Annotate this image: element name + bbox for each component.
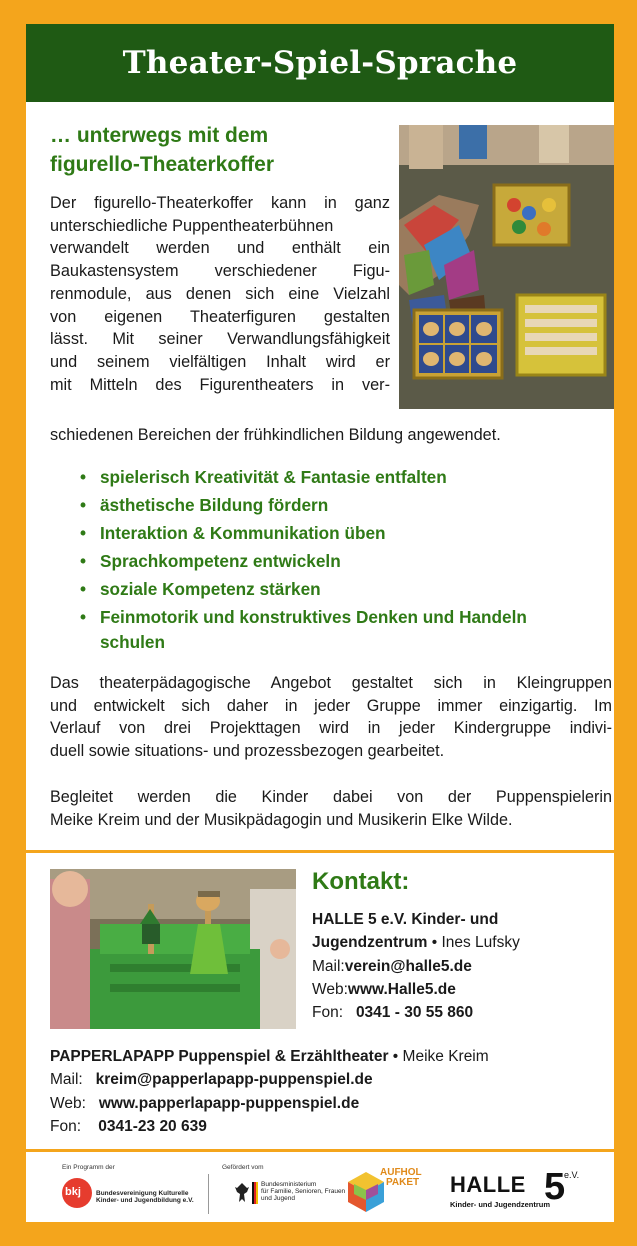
puppet-stage-photo	[50, 869, 296, 1029]
bkj-mark-icon: bkj	[62, 1178, 92, 1208]
bullet-icon: •	[80, 467, 87, 487]
intro-line: Baukastensystem verschiedener Figu-	[50, 262, 390, 281]
divider	[26, 1149, 614, 1152]
contact-person: • Meike Kreim	[388, 1048, 489, 1065]
list-item-text: soziale Kompetenz stärken	[100, 579, 321, 599]
intro-line: mit Mitteln des Figurentheaters in ver-	[50, 375, 390, 394]
funded-label: Gefördert vom	[222, 1164, 264, 1171]
contact-mail-row	[50, 1068, 610, 1091]
intro-tail: schiedenen Bereichen der frühkindlichen Bildung angewendet.	[50, 426, 501, 444]
intro-line: verwandelt werden und enthält ein	[50, 239, 390, 258]
ministry-line: für Familie, Senioren, Frauen	[261, 1188, 346, 1196]
halle5-numeral: 5	[544, 1166, 566, 1208]
aufholpaket-text	[380, 1168, 422, 1188]
list-item	[80, 465, 590, 490]
web-label: Web:	[50, 1094, 99, 1112]
halle5-subtitle: Kinder- und Jugendzentrum	[450, 1200, 550, 1209]
contact-web-row	[50, 1092, 610, 1115]
list-item	[80, 521, 590, 546]
org-name-line: HALLE 5 e.V. Kinder- und	[312, 911, 499, 928]
list-item-text: ästhetische Bildung fördern	[100, 495, 329, 515]
phone-label: Fon:	[50, 1117, 99, 1135]
phone-label: Fon:	[312, 1004, 356, 1022]
bullet-icon: •	[80, 551, 87, 571]
org-name: PAPPERLAPAPP Puppenspiel & Erzähltheater	[50, 1048, 389, 1065]
theater-kit-photo	[399, 125, 614, 409]
mail-link[interactable]: kreim@papperlapapp-puppenspiel.de	[95, 1071, 373, 1089]
contact-phone-row	[50, 1115, 610, 1138]
list-item-text: Sprachkompetenz entwickeln	[100, 551, 341, 571]
divider	[208, 1174, 209, 1214]
org-name: Jugendzentrum	[312, 934, 428, 952]
section-subheading	[50, 121, 380, 179]
paragraph-line: Das theaterpädagogische Angebot gestaltet sich in Kleingruppen	[50, 674, 612, 692]
web-label: Web:	[312, 980, 348, 998]
contact-web-row	[312, 978, 612, 1001]
flyer-card	[26, 24, 614, 1222]
list-item	[80, 605, 590, 655]
phone-number: 0341 - 30 55 860	[355, 1004, 474, 1022]
ministry-line: Bundesministerium	[261, 1181, 317, 1188]
bkj-line: Kinder- und Jugendbildung e.V.	[96, 1197, 194, 1204]
mail-label: Mail:	[50, 1071, 96, 1089]
halle5-wordmark: HALLE	[450, 1172, 526, 1197]
intro-line: Der figurello-Theaterkoffer kann in ganz	[50, 194, 390, 212]
phone-number: 0341-23 20 639	[98, 1117, 207, 1135]
intro-line: unterschiedliche Puppentheaterbühnen	[50, 216, 334, 235]
org-name-line-2	[312, 931, 612, 954]
list-item-text: spielerisch Kreativität & Fantasie entfalten	[100, 467, 447, 487]
contact-mail-row	[312, 955, 612, 978]
contact-org-halle5	[312, 908, 612, 1024]
aufhol-line: AUFHOL	[380, 1167, 422, 1178]
halle5-logo	[450, 1166, 580, 1216]
intro-line: von eigenen Theaterfiguren gestalten	[50, 307, 390, 326]
bullet-icon: •	[80, 523, 87, 543]
halle5-ev: e.V.	[564, 1170, 580, 1180]
contact-phone-row	[312, 1001, 612, 1024]
ministry-line: und Jugend	[261, 1195, 295, 1203]
contact-person: • Ines Lufsky	[427, 934, 520, 952]
bullet-icon: •	[80, 495, 87, 515]
flag-gold	[256, 1182, 258, 1204]
bkj-logo	[62, 1164, 115, 1171]
paragraph-line: Verlauf von drei Projekttagen wird in jeder Kindergruppe indivi-	[50, 719, 612, 738]
list-item	[80, 549, 590, 574]
eagle-icon	[234, 1182, 250, 1204]
paragraph-line: Begleitet werden die Kinder dabei von der Puppenspielerin	[50, 788, 612, 806]
team-paragraph	[50, 786, 612, 831]
program-label: Ein Programm der	[62, 1164, 115, 1171]
bkj-text	[96, 1190, 194, 1204]
bkj-line: Bundesvereinigung Kulturelle	[96, 1190, 189, 1197]
web-link[interactable]: www.papperlapapp-puppenspiel.de	[98, 1094, 360, 1112]
contact-org-papperlapapp	[50, 1045, 610, 1138]
sponsor-logos	[26, 1154, 614, 1222]
contact-title: Kontakt:	[312, 868, 410, 895]
org-name-line	[50, 1045, 610, 1068]
ministry-text	[261, 1181, 345, 1203]
benefit-list	[80, 465, 590, 658]
paragraph-line: duell sowie situations- und prozessbezogen gearbeitet.	[50, 741, 445, 760]
intro-line: lässt. Mit seiner Verwandlungsfähigkeit	[50, 330, 390, 349]
mail-label: Mail:	[312, 957, 345, 975]
project-paragraph	[50, 672, 612, 762]
subheading-line: … unterwegs mit dem	[50, 124, 269, 147]
list-item	[80, 493, 590, 518]
bullet-icon: •	[80, 607, 87, 627]
list-item-text: Feinmotorik und konstruktives Denken und Handeln schulen	[100, 607, 527, 652]
list-item	[80, 577, 590, 602]
bullet-icon: •	[80, 579, 87, 599]
intro-text	[50, 192, 390, 396]
list-item-text: Interaktion & Kommunikation üben	[100, 523, 386, 543]
page-title: Theater-Spiel-Sprache	[26, 24, 614, 102]
intro-line: und seinem vielfältigen Inhalt wird er	[50, 352, 390, 371]
intro-line: renmodule, aus denen sich eine Vielzahl	[50, 284, 390, 303]
web-link[interactable]: www.Halle5.de	[347, 980, 456, 998]
subheading-line: figurello-Theaterkoffer	[50, 153, 275, 176]
divider	[26, 850, 614, 853]
aufhol-line: PAKET	[386, 1177, 420, 1188]
paragraph-line: und entwickelt sich daher in jeder Gruppe immer einzigartig. Im	[50, 696, 612, 715]
mail-link[interactable]: verein@halle5.de	[344, 957, 472, 975]
aufholpaket-logo	[346, 1168, 422, 1216]
paragraph-line: Meike Kreim und der Musikpädagogin und Musikerin Elke Wilde.	[50, 810, 513, 829]
